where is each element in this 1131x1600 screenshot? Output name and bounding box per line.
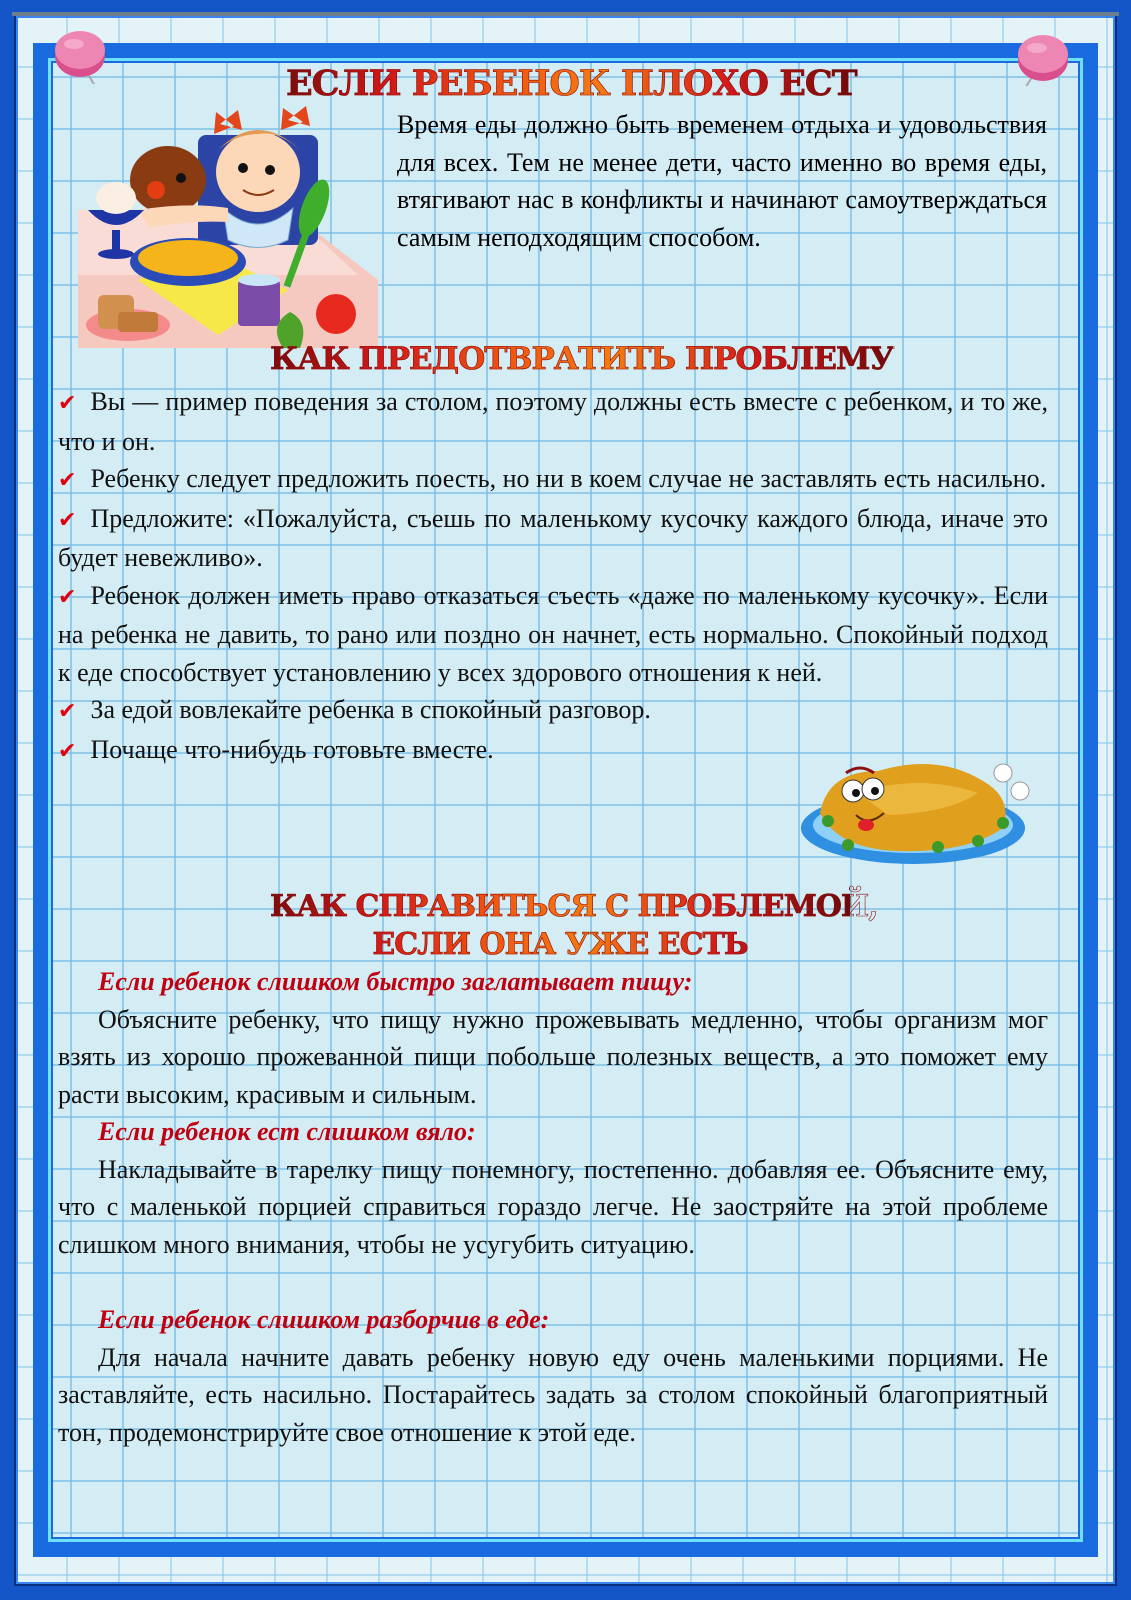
list-item: ✔ Почаще что-нибудь готовьте вместе. bbox=[58, 734, 494, 764]
case-heading: Если ребенок ест слишком вяло: bbox=[98, 1117, 476, 1146]
case-slow-eating bbox=[58, 1113, 1048, 1263]
case-text: Накладывайте в тарелку пищу понемногу, постепенно. добавляя ее. Объясните ему, что с маленькой порцией справиться гораздо легче. Не заостряйте на этой проблеме слишком много внимания, чтобы не усугубить ситуацию. bbox=[58, 1154, 1048, 1259]
prevent-list bbox=[58, 383, 1048, 770]
section-title-cope bbox=[270, 888, 878, 964]
list-item: ✔ За едой вовлекайте ребенка в спокойный разговор. bbox=[58, 695, 651, 724]
check-icon: ✔ bbox=[58, 391, 77, 416]
case-fast-eating bbox=[58, 963, 1048, 1113]
list-item: ✔ Ребенок должен иметь право отказаться съесть «даже по маленькому кусочку». Если на ребенка не давить, то рано или поздно он начнет, есть нормально. Спокойный подход к еде способствует установлению у всех здорового отношения к ней. bbox=[58, 580, 1048, 687]
case-heading: Если ребенок слишком быстро заглатывает пищу: bbox=[98, 967, 693, 996]
case-text: Для начала начните давать ребенку новую еду очень маленькими порциями. Не заставляйте, есть насильно. Постарайтесь задать за столом спокойный благоприятный тон, продемонстрируйте свое отношение к этой еде. bbox=[58, 1342, 1048, 1447]
section-title-cope-line2: ЕСЛИ ОНА УЖЕ ЕСТЬ bbox=[372, 927, 748, 962]
check-icon: ✔ bbox=[58, 507, 77, 533]
girl-eating-illustration bbox=[78, 90, 378, 348]
intro-paragraph bbox=[397, 106, 1047, 256]
case-picky-eating bbox=[58, 1301, 1048, 1451]
case-heading: Если ребенок слишком разборчив в еде: bbox=[98, 1305, 550, 1334]
intro-text: Время еды должно быть временем отдыха и удовольствия для всех. Тем не менее дети, часто именно во время еды, втягивают нас в конфликты и начинают самоутверждаться самым неподходящим способом. bbox=[397, 110, 1047, 252]
section-title-prevent: КАК ПРЕДОТВРАТИТЬ ПРОБЛЕМУ bbox=[270, 341, 894, 377]
list-item: ✔ Вы — пример поведения за столом, поэтому должны есть вместе с ребенком, и то же, что и он. bbox=[58, 387, 1048, 456]
roast-chicken-illustration bbox=[798, 743, 1043, 868]
check-icon: ✔ bbox=[58, 468, 77, 493]
list-item: ✔ Ребенку следует предложить поесть, но ни в коем случае не заставлять есть насильно. bbox=[58, 464, 1047, 493]
check-icon: ✔ bbox=[58, 738, 77, 764]
section-title-cope-line1: КАК СПРАВИТЬСЯ С ПРОБЛЕМОЙ, bbox=[270, 889, 878, 924]
check-icon: ✔ bbox=[58, 584, 77, 610]
page-title: ЕСЛИ РЕБЕНОК ПЛОХО ЕСТ bbox=[286, 63, 857, 104]
check-icon: ✔ bbox=[58, 699, 77, 724]
case-text: Объясните ребенку, что пищу нужно прожевывать медленно, чтобы организм мог взять из хорошо прожеванной пищи побольше полезных веществ, а это поможет ему расти высоким, красивым и сильным. bbox=[58, 1004, 1048, 1109]
list-item: ✔ Предложите: «Пожалуйста, съешь по маленькому кусочку каждого блюда, иначе это будет невежливо». bbox=[58, 503, 1048, 572]
poster-content bbox=[48, 58, 1083, 1542]
